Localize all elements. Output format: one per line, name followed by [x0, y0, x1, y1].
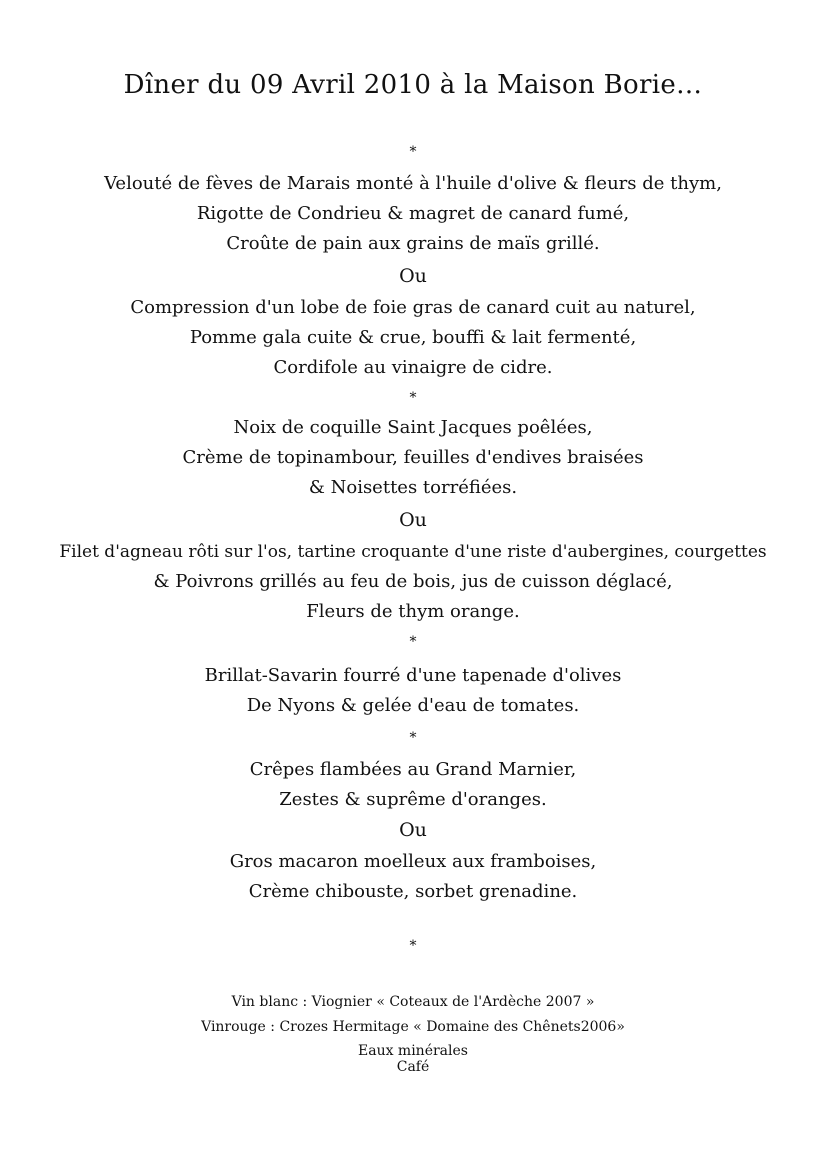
drink-line: Vin blanc : Viognier « Coteaux de l'Ardèche 2007 » — [231, 994, 595, 1010]
or-separator: Ou — [399, 819, 427, 841]
separator-star: * — [409, 730, 417, 746]
menu-line: Zestes & suprême d'oranges. — [279, 789, 547, 810]
menu-line: & Poivrons grillés au feu de bois, jus de cuisson déglacé, — [153, 571, 673, 592]
menu-line: Crêpes flambées au Grand Marnier, — [249, 759, 577, 780]
menu-line: Compression d'un lobe de foie gras de canard cuit au naturel, — [130, 297, 696, 318]
page-title: Dîner du 09 Avril 2010 à la Maison Borie… — [123, 70, 703, 100]
menu-line: Fleurs de thym orange. — [306, 601, 520, 622]
menu-line: Noix de coquille Saint Jacques poêlées, — [233, 417, 593, 438]
menu-line: Crème chibouste, sorbet grenadine. — [248, 881, 578, 902]
separator-star: * — [409, 390, 417, 406]
menu-line: Crème de topinambour, feuilles d'endives braisées — [182, 447, 644, 468]
or-separator: Ou — [399, 265, 427, 287]
separator-star: * — [409, 938, 417, 954]
menu-line: Cordifole au vinaigre de cidre. — [273, 357, 553, 378]
menu-line: Rigotte de Condrieu & magret de canard fumé, — [196, 203, 630, 224]
menu-line: Gros macaron moelleux aux framboises, — [229, 851, 597, 872]
menu-line: Pomme gala cuite & crue, bouffi & lait fermenté, — [189, 327, 637, 348]
drink-line: Café — [396, 1059, 430, 1075]
menu-line: & Noisettes torréfiées. — [308, 477, 518, 498]
drink-line: Eaux minérales — [358, 1043, 468, 1059]
drink-line: Vinrouge : Crozes Hermitage « Domaine des Chênets2006» — [201, 1019, 625, 1035]
or-separator: Ou — [399, 509, 427, 531]
separator-star: * — [409, 634, 417, 650]
menu-line: De Nyons & gelée d'eau de tomates. — [246, 695, 580, 716]
menu-line: Filet d'agneau rôti sur l'os, tartine croquante d'une riste d'aubergines, courgettes — [59, 542, 767, 562]
separator-star: * — [409, 144, 417, 160]
menu-line: Brillat-Savarin fourré d'une tapenade d'olives — [204, 665, 622, 686]
menu-line: Velouté de fèves de Marais monté à l'huile d'olive & fleurs de thym, — [104, 173, 722, 194]
menu-line: Croûte de pain aux grains de maïs grillé. — [226, 233, 600, 254]
